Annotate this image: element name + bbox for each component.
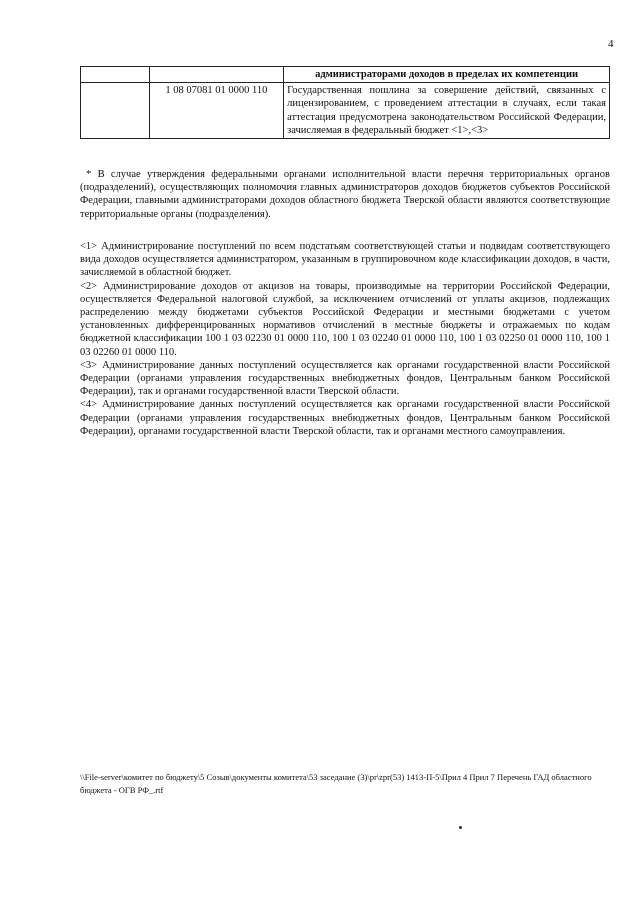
table-header-cell: администраторами доходов в пределах их компетенции	[284, 67, 610, 83]
table-cell-empty	[81, 67, 150, 83]
footnote-star-text: * В случае утверждения федеральными органами исполнительной власти перечня территориальных органов (подразделений), осуществляющих полномочия главных администраторов доходов бюджетов субъектов Российской Федерации, главными администраторами доходов областного бюджета Тверской области являются соответствующие территориальные органы (подразделения).	[80, 169, 610, 220]
table-cell-empty	[149, 67, 283, 83]
table-cell-description: Государственная пошлина за совершение действий, связанных с лицензированием, с проведением аттестации в случаях, если такая аттестация предусмотрена законодательством Российской Федерации, зачисляемая в федеральный бюджет <1>,<3>	[284, 83, 610, 139]
budget-table	[80, 66, 610, 139]
footnote-2: <2> Администрирование доходов от акцизов на товары, производимые на территории Российской Федерации, осуществляется Федеральной налоговой службой, за исключением отчислений от уплаты акцизов, подлежащих распределению между бюджетами субъектов Российской Федерации и местными бюджетами с учетом установленных дифференцированных нормативов отчислений в местные бюджеты и отражаемых по кодам бюджетной классификации 100 1 03 02230 01 0000 110, 100 1 03 02240 01 0000 110, 100 1 03 02250 01 0000 110, 100 1 03 02260 01 0000 110.	[80, 280, 610, 358]
table-header-row	[81, 67, 610, 83]
table-cell-admin-code	[81, 83, 150, 139]
footnote-1: <1> Администрирование поступлений по всем подстатьям соответствующей статьи и подвидам соответствующего вида доходов осуществляется администратором, указанным в группировочном коде классификации доходов, в части, зачисляемой в областной бюджет.	[80, 241, 610, 279]
footnote-3: <3> Администрирование данных поступлений осуществляется как органами государственной власти Российской Федерации (органами управления государственных внебюджетных фондов, Центральным банком Российской Федерации), так и органами государственной власти Тверской области.	[80, 359, 610, 398]
table-row	[81, 83, 610, 139]
table-cell-income-code: 1 08 07081 01 0000 110	[149, 83, 283, 139]
file-path: \\File-server\комитет по бюджету\5 Созыв\документы комитета\53 заседание (3)\pr\zpr(53) 1413-П-5\Прил 4 Прил 7 Перечень ГАД областного бюджета - ОГВ РФ_.rtf	[80, 772, 592, 795]
scan-dot-mark	[459, 826, 462, 829]
footnote-4: <4> Администрирование данных поступлений осуществляется как органами государственной власти Российской Федерации (органами управления государственных внебюджетных фондов, Центральным банком Российской Федерации), органами государственной власти Тверской области, так и органами местного самоуправления.	[80, 399, 610, 437]
footnote-star	[80, 168, 610, 221]
page-number: 4	[608, 38, 614, 50]
footnote-list	[80, 240, 610, 438]
